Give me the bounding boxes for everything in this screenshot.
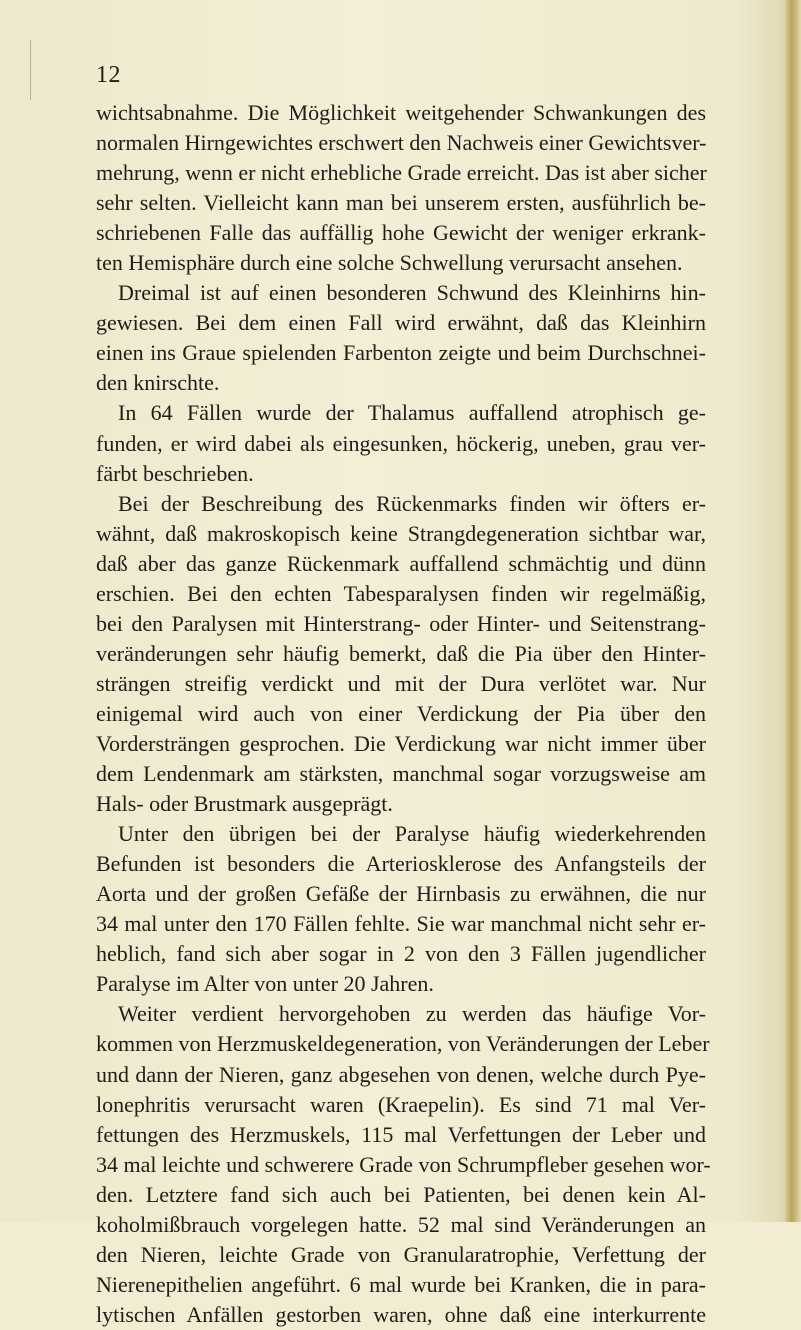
text-line: In 64 Fällen wurde der Thalamus auffallend atrophisch ge- <box>118 400 706 426</box>
margin-mark <box>30 40 31 100</box>
text-line: schriebenen Falle das auffällig hohe Gewicht der weniger erkrank- <box>96 220 706 246</box>
text-line: fettungen des Herzmuskels, 115 mal Verfettungen der Leber und <box>96 1121 706 1147</box>
text-line: Weiter verdient hervorgehoben zu werden das häufige Vor- <box>118 1001 706 1027</box>
page-number: 12 <box>96 62 121 88</box>
text-line: ten Hemisphäre durch eine solche Schwellung verursacht ansehen. <box>96 250 683 276</box>
text-line: und dann der Nieren, ganz abgesehen von denen, welche durch Pye- <box>96 1061 706 1087</box>
text-line: färbt beschrieben. <box>96 460 254 486</box>
text-line: einen ins Graue spielenden Farbenton zeigte und beim Durchschnei- <box>96 340 706 366</box>
text-line: den. Letztere fand sich auch bei Patienten, bei denen kein Al- <box>96 1181 706 1207</box>
text-line: heblich, fand sich aber sogar in 2 von den 3 Fällen jugendlicher <box>96 941 706 967</box>
text-line: sehr selten. Vielleicht kann man bei unserem ersten, ausführlich be- <box>96 190 706 216</box>
body-text <box>96 98 711 1330</box>
text-line: dem Lendenmark am stärksten, manchmal sogar vorzugsweise am <box>96 761 706 787</box>
text-line: den knirschte. <box>96 370 220 396</box>
text-line: 34 mal unter den 170 Fällen fehlte. Sie war manchmal nicht sehr er- <box>96 911 706 937</box>
text-line: strängen streifig verdickt und mit der Dura verlötet war. Nur <box>96 670 706 696</box>
text-line: wichtsabnahme. Die Möglichkeit weitgehender Schwankungen des <box>96 100 706 125</box>
text-line: Aorta und der großen Gefäße der Hirnbasis zu erwähnen, die nur <box>96 881 706 907</box>
text-line: 34 mal leichte und schwerere Grade von Schrumpfleber gesehen wor- <box>96 1151 711 1177</box>
text-line: Hals- oder Brustmark ausgeprägt. <box>96 791 393 817</box>
text-line: wähnt, daß makroskopisch keine Strangdegeneration sichtbar war, <box>96 520 706 546</box>
text-line: Unter den übrigen bei der Paralyse häufig wiederkehrenden <box>118 821 706 847</box>
text-line: Bei der Beschreibung des Rückenmarks finden wir öfters er- <box>118 490 706 516</box>
text-line: erschien. Bei den echten Tabesparalysen finden wir regelmäßig, <box>96 580 706 606</box>
text-line: einigemal wird auch von einer Verdickung der Pia über den <box>96 700 706 726</box>
text-line: gewiesen. Bei dem einen Fall wird erwähnt, daß das Kleinhirn <box>96 310 706 336</box>
page-edge-shadow <box>785 0 801 1222</box>
text-line: Befunden ist besonders die Arteriosklerose des Anfangsteils der <box>96 851 706 877</box>
text-line: daß aber das ganze Rückenmark auffallend schmächtig und dünn <box>96 550 706 576</box>
text-line: lytischen Anfällen gestorben waren, ohne daß eine interkurrente <box>96 1301 706 1327</box>
text-line: Vordersträngen gesprochen. Die Verdickung war nicht immer über <box>96 730 706 756</box>
text-line: Paralyse im Alter von unter 20 Jahren. <box>96 971 434 997</box>
text-line: normalen Hirngewichtes erschwert den Nachweis einer Gewichtsver- <box>96 130 707 156</box>
text-line: funden, er wird dabei als eingesunken, höckerig, uneben, grau ver- <box>96 430 706 456</box>
text-line: Nierenepithelien angeführt. 6 mal wurde bei Kranken, die in para- <box>96 1271 706 1297</box>
text-line: koholmißbrauch vorgelegen hatte. 52 mal sind Veränderungen an <box>96 1211 706 1237</box>
text-line: kommen von Herzmuskeldegeneration, von Veränderungen der Leber <box>96 1031 710 1057</box>
text-line: lonephritis verursacht waren (Kraepelin). Es sind 71 mal Ver- <box>96 1091 706 1117</box>
text-line: bei den Paralysen mit Hinterstrang- oder Hinter- und Seitenstrang- <box>96 610 706 636</box>
text-line: veränderungen sehr häufig bemerkt, daß die Pia über den Hinter- <box>96 640 706 666</box>
text-line: den Nieren, leichte Grade von Granularatrophie, Verfettung der <box>96 1241 706 1267</box>
text-line: Dreimal ist auf einen besonderen Schwund des Kleinhirns hin- <box>118 280 706 306</box>
text-line: mehrung, wenn er nicht erhebliche Grade erreicht. Das ist aber sicher <box>96 160 707 186</box>
